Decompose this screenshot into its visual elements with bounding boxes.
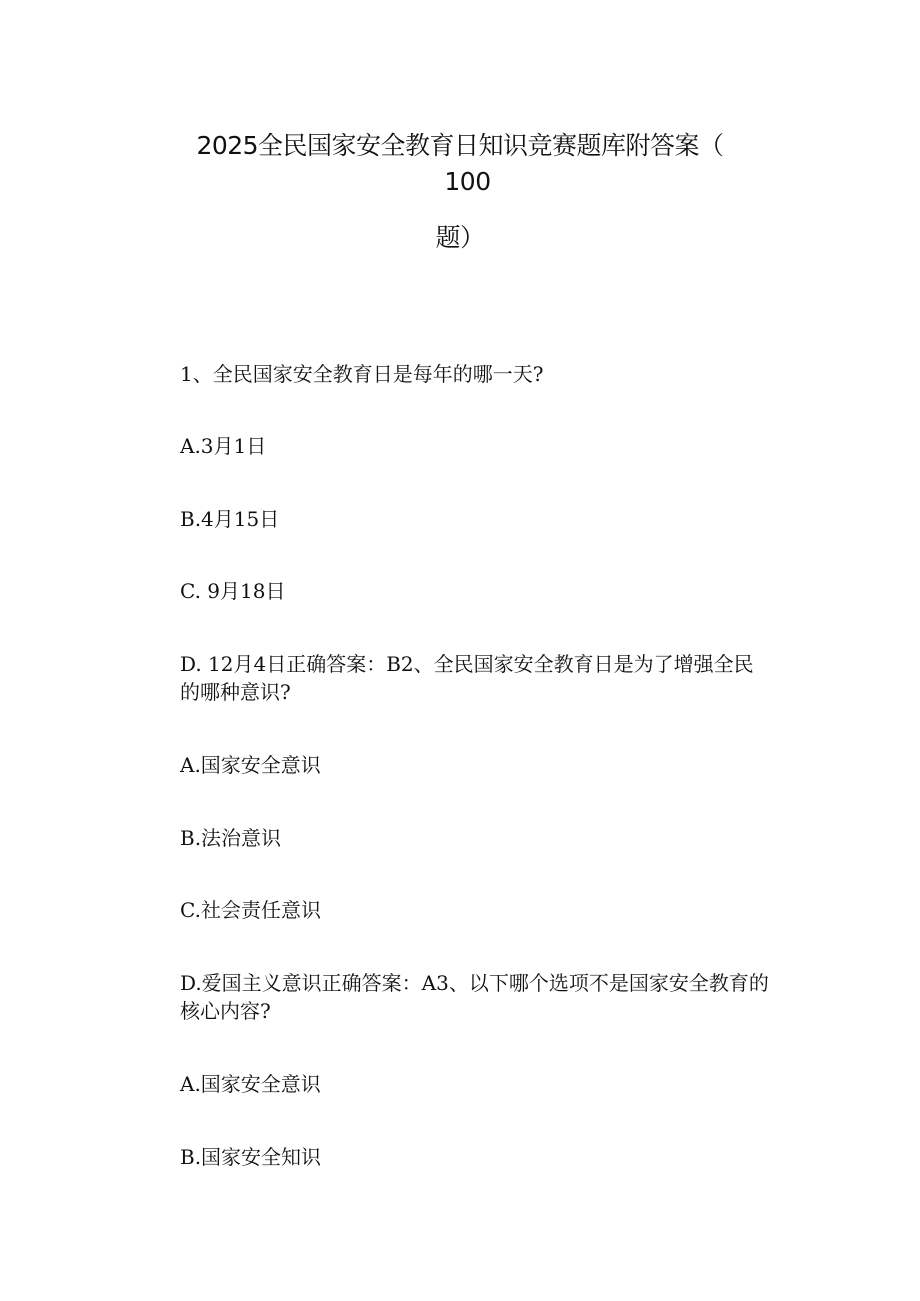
title-line-3: 题）	[435, 223, 485, 252]
question-1-option-b: B.4月15日	[180, 507, 280, 531]
question-3-option-b: B.国家安全知识	[180, 1145, 322, 1169]
question-1-option-a: A.3月1日	[180, 434, 267, 458]
question-1-option-d-and-question-2: D. 12月4日正确答案：B2、全民国家安全教育日是为了增强全民的哪种意识?	[180, 652, 754, 704]
document-title	[150, 128, 770, 256]
question-2-option-c: C.社会责任意识	[180, 898, 321, 922]
question-3-option-a: A.国家安全意识	[180, 1072, 321, 1096]
question-2-option-d-and-question-3: D.爱国主义意识正确答案：A3、以下哪个选项不是国家安全教育的核心内容?	[180, 971, 769, 1023]
question-2-option-a: A.国家安全意识	[180, 753, 321, 777]
title-line-2: 100	[444, 167, 491, 196]
question-2-option-b: B.法治意识	[180, 826, 282, 850]
question-1: 1、全民国家安全教育日是每年的哪一天?	[180, 362, 544, 386]
question-1-option-c: C. 9月18日	[180, 579, 286, 603]
title-line-1: 2025全民国家安全教育日知识竞赛题库附答案（	[196, 131, 724, 160]
